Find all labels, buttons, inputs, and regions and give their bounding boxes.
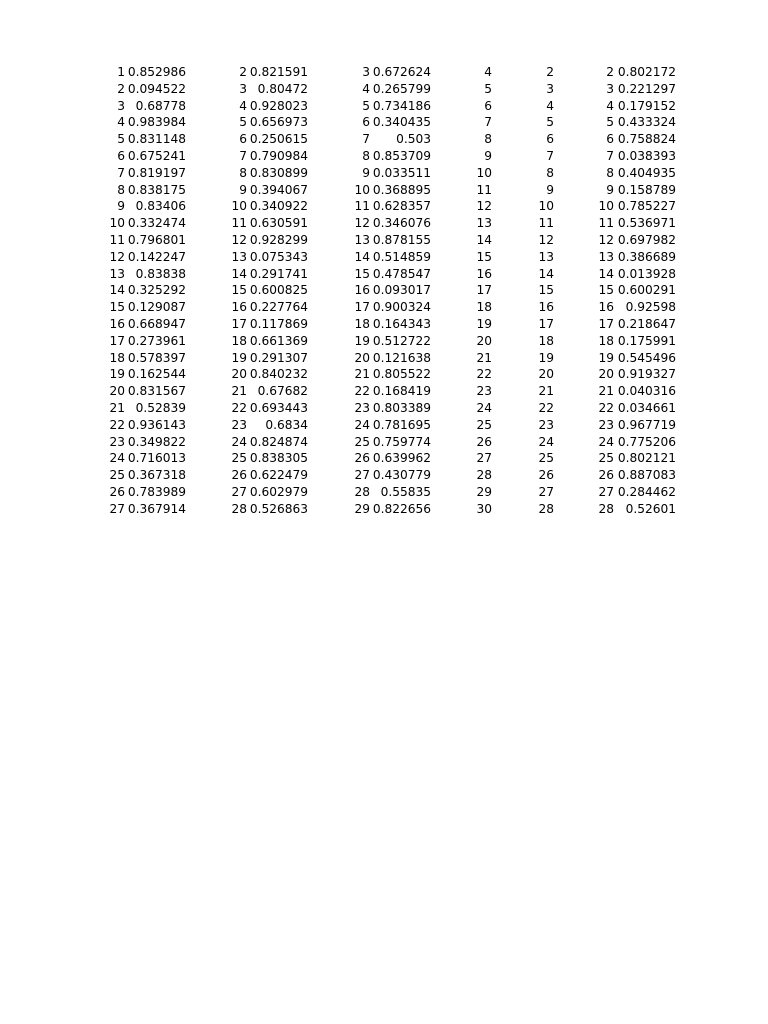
table-cell: 6 bbox=[362, 115, 370, 130]
table-cell: 0.221297 bbox=[617, 81, 676, 96]
table-cell: 10 bbox=[231, 199, 247, 214]
table-cell: 12 bbox=[476, 199, 492, 214]
table-cell: 0.179152 bbox=[617, 98, 676, 113]
table-cell: 0.514859 bbox=[372, 249, 431, 264]
table-cell: 10 bbox=[476, 165, 492, 180]
table-cell: 21 bbox=[231, 384, 247, 399]
table-cell: 0.775206 bbox=[617, 434, 676, 449]
table-cell: 0.332474 bbox=[127, 216, 186, 231]
table-cell: 29 bbox=[354, 501, 370, 516]
table-cell: 23 bbox=[231, 417, 247, 432]
table-row bbox=[0, 198, 768, 215]
table-cell: 26 bbox=[354, 451, 370, 466]
table-cell: 12 bbox=[109, 249, 125, 264]
table-cell: 0.824874 bbox=[249, 434, 308, 449]
table-cell: 19 bbox=[109, 367, 125, 382]
table-cell: 14 bbox=[354, 249, 370, 264]
table-cell: 19 bbox=[538, 350, 554, 365]
table-cell: 13 bbox=[231, 249, 247, 264]
table-cell: 4 bbox=[484, 65, 492, 79]
table-cell: 2 bbox=[606, 65, 614, 79]
table-cell: 0.967719 bbox=[617, 417, 676, 432]
table-row bbox=[0, 316, 768, 333]
table-cell: 27 bbox=[231, 484, 247, 499]
table-cell: 8 bbox=[484, 132, 492, 147]
table-cell: 25 bbox=[598, 451, 614, 466]
table-cell: 15 bbox=[109, 300, 125, 315]
table-cell: 21 bbox=[598, 384, 614, 399]
table-cell: 0.838305 bbox=[249, 451, 308, 466]
table-cell: 3 bbox=[606, 81, 614, 96]
table-cell: 6 bbox=[546, 132, 554, 147]
table-cell: 0.503 bbox=[396, 132, 431, 147]
table-cell: 0.734186 bbox=[372, 98, 431, 113]
table-row bbox=[0, 215, 768, 232]
table-cell: 25 bbox=[538, 451, 554, 466]
table-cell: 22 bbox=[598, 400, 614, 415]
table-cell: 0.600291 bbox=[617, 283, 676, 298]
table-cell: 0.783989 bbox=[127, 484, 186, 499]
table-cell: 5 bbox=[484, 81, 492, 96]
table-cell: 8 bbox=[362, 148, 370, 163]
table-cell: 0.164343 bbox=[372, 316, 431, 331]
table-cell: 0.628357 bbox=[372, 199, 431, 214]
table-cell: 0.830899 bbox=[249, 165, 308, 180]
table-row bbox=[0, 299, 768, 316]
table-cell: 0.512722 bbox=[372, 333, 431, 348]
table-cell: 18 bbox=[476, 300, 492, 315]
table-cell: 26 bbox=[109, 484, 125, 499]
table-cell: 28 bbox=[538, 501, 554, 516]
table-cell: 0.785227 bbox=[617, 199, 676, 214]
table-cell: 13 bbox=[538, 249, 554, 264]
table-cell: 16 bbox=[476, 266, 492, 281]
table-cell: 0.819197 bbox=[127, 165, 186, 180]
table-cell: 4 bbox=[117, 115, 125, 130]
table-row bbox=[0, 484, 768, 501]
table-cell: 20 bbox=[538, 367, 554, 382]
table-cell: 0.094522 bbox=[127, 81, 186, 96]
table-cell: 27 bbox=[538, 484, 554, 499]
table-cell: 20 bbox=[354, 350, 370, 365]
table-cell: 18 bbox=[538, 333, 554, 348]
table-cell: 0.121638 bbox=[372, 350, 431, 365]
table-cell: 22 bbox=[538, 400, 554, 415]
table-cell: 8 bbox=[546, 165, 554, 180]
table-cell: 24 bbox=[598, 434, 614, 449]
table-cell: 28 bbox=[476, 468, 492, 483]
table-cell: 0.853709 bbox=[372, 148, 431, 163]
table-cell: 26 bbox=[538, 468, 554, 483]
table-cell: 16 bbox=[231, 300, 247, 315]
table-cell: 9 bbox=[606, 182, 614, 197]
table-cell: 0.697982 bbox=[617, 232, 676, 247]
table-cell: 0.168419 bbox=[372, 384, 431, 399]
table-cell: 17 bbox=[231, 316, 247, 331]
table-cell: 29 bbox=[476, 484, 492, 499]
table-cell: 6 bbox=[606, 132, 614, 147]
table-cell: 0.802121 bbox=[617, 451, 676, 466]
table-cell: 22 bbox=[231, 400, 247, 415]
table-cell: 17 bbox=[598, 316, 614, 331]
table-cell: 13 bbox=[476, 216, 492, 231]
table-cell: 24 bbox=[354, 417, 370, 432]
table-cell: 16 bbox=[109, 316, 125, 331]
table-cell: 0.433324 bbox=[617, 115, 676, 130]
data-table bbox=[0, 64, 768, 518]
table-cell: 2 bbox=[546, 65, 554, 79]
table-cell: 0.040316 bbox=[617, 384, 676, 399]
table-cell: 0.92598 bbox=[625, 300, 676, 315]
table-cell: 0.602979 bbox=[249, 484, 308, 499]
table-cell: 28 bbox=[598, 501, 614, 516]
table-cell: 11 bbox=[109, 232, 125, 247]
table-row bbox=[0, 98, 768, 115]
table-cell: 6 bbox=[239, 132, 247, 147]
table-cell: 0.840232 bbox=[249, 367, 308, 382]
table-cell: 0.68778 bbox=[135, 98, 186, 113]
table-cell: 13 bbox=[109, 266, 125, 281]
table-cell: 15 bbox=[598, 283, 614, 298]
table-cell: 0.831567 bbox=[127, 384, 186, 399]
table-cell: 15 bbox=[538, 283, 554, 298]
table-row bbox=[0, 400, 768, 417]
table-cell: 3 bbox=[362, 65, 370, 79]
table-cell: 11 bbox=[476, 182, 492, 197]
table-row bbox=[0, 182, 768, 199]
table-cell: 23 bbox=[538, 417, 554, 432]
table-cell: 0.52601 bbox=[625, 501, 676, 516]
table-cell: 0.661369 bbox=[249, 333, 308, 348]
table-row bbox=[0, 266, 768, 283]
table-cell: 20 bbox=[109, 384, 125, 399]
table-cell: 0.796801 bbox=[127, 232, 186, 247]
table-cell: 0.394067 bbox=[249, 182, 308, 197]
table-cell: 0.545496 bbox=[617, 350, 676, 365]
table-cell: 25 bbox=[231, 451, 247, 466]
table-cell: 0.430779 bbox=[372, 468, 431, 483]
table-cell: 0.83838 bbox=[135, 266, 186, 281]
table-cell: 26 bbox=[476, 434, 492, 449]
table-cell: 0.838175 bbox=[127, 182, 186, 197]
table-cell: 12 bbox=[598, 232, 614, 247]
table-cell: 0.887083 bbox=[617, 468, 676, 483]
table-cell: 0.340922 bbox=[249, 199, 308, 214]
table-cell: 0.368895 bbox=[372, 182, 431, 197]
table-cell: 25 bbox=[109, 468, 125, 483]
table-cell: 5 bbox=[362, 98, 370, 113]
table-cell: 9 bbox=[484, 148, 492, 163]
table-cell: 0.158789 bbox=[617, 182, 676, 197]
table-cell: 10 bbox=[354, 182, 370, 197]
table-cell: 0.983984 bbox=[127, 115, 186, 130]
table-cell: 14 bbox=[538, 266, 554, 281]
table-row bbox=[0, 366, 768, 383]
table-cell: 0.175991 bbox=[617, 333, 676, 348]
table-cell: 0.404935 bbox=[617, 165, 676, 180]
table-cell: 15 bbox=[231, 283, 247, 298]
table-cell: 27 bbox=[354, 468, 370, 483]
table-cell: 15 bbox=[476, 249, 492, 264]
table-cell: 5 bbox=[546, 115, 554, 130]
table-cell: 4 bbox=[606, 98, 614, 113]
table-cell: 9 bbox=[546, 182, 554, 197]
table-cell: 23 bbox=[476, 384, 492, 399]
table-cell: 5 bbox=[606, 115, 614, 130]
table-cell: 21 bbox=[354, 367, 370, 382]
table-cell: 8 bbox=[239, 165, 247, 180]
table-cell: 26 bbox=[598, 468, 614, 483]
table-cell: 14 bbox=[598, 266, 614, 281]
table-cell: 20 bbox=[598, 367, 614, 382]
table-cell: 12 bbox=[354, 216, 370, 231]
table-cell: 0.936143 bbox=[127, 417, 186, 432]
table-cell: 18 bbox=[109, 350, 125, 365]
table-cell: 0.013928 bbox=[617, 266, 676, 281]
table-cell: 24 bbox=[109, 451, 125, 466]
table-cell: 5 bbox=[117, 132, 125, 147]
table-cell: 13 bbox=[598, 249, 614, 264]
table-cell: 0.693443 bbox=[249, 400, 308, 415]
table-cell: 8 bbox=[606, 165, 614, 180]
table-cell: 0.367914 bbox=[127, 501, 186, 516]
table-cell: 0.386689 bbox=[617, 249, 676, 264]
table-cell: 0.80472 bbox=[257, 81, 308, 96]
table-cell: 0.284462 bbox=[617, 484, 676, 499]
table-cell: 0.900324 bbox=[372, 300, 431, 315]
table-cell: 24 bbox=[476, 400, 492, 415]
table-cell: 0.6834 bbox=[265, 417, 308, 432]
table-cell: 17 bbox=[354, 300, 370, 315]
table-row bbox=[0, 434, 768, 451]
table-cell: 17 bbox=[109, 333, 125, 348]
table-cell: 0.630591 bbox=[249, 216, 308, 231]
table-cell: 0.075343 bbox=[249, 249, 308, 264]
table-cell: 13 bbox=[354, 232, 370, 247]
table-cell: 0.291307 bbox=[249, 350, 308, 365]
table-cell: 10 bbox=[598, 199, 614, 214]
table-row bbox=[0, 64, 768, 81]
table-cell: 7 bbox=[362, 132, 370, 147]
table-cell: 23 bbox=[109, 434, 125, 449]
table-cell: 0.033511 bbox=[372, 165, 431, 180]
table-row bbox=[0, 350, 768, 367]
table-cell: 9 bbox=[239, 182, 247, 197]
table-cell: 4 bbox=[546, 98, 554, 113]
table-cell: 0.578397 bbox=[127, 350, 186, 365]
table-cell: 14 bbox=[231, 266, 247, 281]
table-cell: 0.675241 bbox=[127, 148, 186, 163]
table-cell: 17 bbox=[476, 283, 492, 298]
table-cell: 3 bbox=[239, 81, 247, 96]
table-cell: 22 bbox=[476, 367, 492, 382]
table-cell: 16 bbox=[538, 300, 554, 315]
table-cell: 0.639962 bbox=[372, 451, 431, 466]
table-cell: 6 bbox=[484, 98, 492, 113]
table-cell: 0.622479 bbox=[249, 468, 308, 483]
table-cell: 4 bbox=[362, 81, 370, 96]
table-cell: 22 bbox=[109, 417, 125, 432]
table-cell: 0.822656 bbox=[372, 501, 431, 516]
table-cell: 21 bbox=[476, 350, 492, 365]
table-cell: 0.55835 bbox=[380, 484, 431, 499]
table-cell: 0.831148 bbox=[127, 132, 186, 147]
table-cell: 0.52839 bbox=[135, 400, 186, 415]
table-row bbox=[0, 131, 768, 148]
table-cell: 0.478547 bbox=[372, 266, 431, 281]
table-row bbox=[0, 81, 768, 98]
table-cell: 6 bbox=[117, 148, 125, 163]
table-cell: 0.67682 bbox=[257, 384, 308, 399]
table-cell: 12 bbox=[538, 232, 554, 247]
table-cell: 7 bbox=[117, 165, 125, 180]
table-cell: 9 bbox=[117, 199, 125, 214]
table-cell: 0.325292 bbox=[127, 283, 186, 298]
table-cell: 5 bbox=[239, 115, 247, 130]
table-cell: 2 bbox=[239, 65, 247, 79]
table-cell: 0.142247 bbox=[127, 249, 186, 264]
table-cell: 16 bbox=[354, 283, 370, 298]
table-cell: 27 bbox=[476, 451, 492, 466]
table-cell: 0.759774 bbox=[372, 434, 431, 449]
table-cell: 10 bbox=[538, 199, 554, 214]
table-row bbox=[0, 501, 768, 518]
table-row bbox=[0, 249, 768, 266]
table-row bbox=[0, 383, 768, 400]
table-row bbox=[0, 232, 768, 249]
table-cell: 21 bbox=[109, 400, 125, 415]
table-cell: 8 bbox=[117, 182, 125, 197]
table-cell: 0.250615 bbox=[249, 132, 308, 147]
table-cell: 24 bbox=[231, 434, 247, 449]
table-cell: 0.716013 bbox=[127, 451, 186, 466]
table-cell: 0.346076 bbox=[372, 216, 431, 231]
table-row bbox=[0, 114, 768, 131]
table-cell: 20 bbox=[476, 333, 492, 348]
table-cell: 25 bbox=[476, 417, 492, 432]
table-cell: 2 bbox=[117, 81, 125, 96]
table-cell: 0.803389 bbox=[372, 400, 431, 415]
table-cell: 12 bbox=[231, 232, 247, 247]
table-row bbox=[0, 333, 768, 350]
table-cell: 23 bbox=[598, 417, 614, 432]
table-cell: 0.367318 bbox=[127, 468, 186, 483]
table-cell: 0.668947 bbox=[127, 316, 186, 331]
table-cell: 0.928299 bbox=[249, 232, 308, 247]
table-cell: 0.526863 bbox=[249, 501, 308, 516]
table-cell: 11 bbox=[598, 216, 614, 231]
table-cell: 3 bbox=[546, 81, 554, 96]
table-cell: 1 bbox=[117, 65, 125, 79]
table-cell: 0.536971 bbox=[617, 216, 676, 231]
table-cell: 17 bbox=[538, 316, 554, 331]
table-cell: 19 bbox=[476, 316, 492, 331]
table-cell: 0.672624 bbox=[372, 65, 431, 79]
table-cell: 0.034661 bbox=[617, 400, 676, 415]
table-cell: 4 bbox=[239, 98, 247, 113]
table-cell: 30 bbox=[476, 501, 492, 516]
table-cell: 28 bbox=[231, 501, 247, 516]
table-cell: 0.878155 bbox=[372, 232, 431, 247]
table-cell: 22 bbox=[354, 384, 370, 399]
table-cell: 18 bbox=[598, 333, 614, 348]
table-row bbox=[0, 467, 768, 484]
table-cell: 0.340435 bbox=[372, 115, 431, 130]
table-cell: 7 bbox=[239, 148, 247, 163]
table-row bbox=[0, 450, 768, 467]
table-cell: 0.758824 bbox=[617, 132, 676, 147]
table-cell: 19 bbox=[231, 350, 247, 365]
table-cell: 3 bbox=[117, 98, 125, 113]
table-cell: 0.265799 bbox=[372, 81, 431, 96]
table-cell: 0.919327 bbox=[617, 367, 676, 382]
table-cell: 0.821591 bbox=[249, 65, 308, 79]
table-cell: 0.852986 bbox=[127, 65, 186, 79]
table-row bbox=[0, 282, 768, 299]
table-cell: 19 bbox=[598, 350, 614, 365]
table-cell: 9 bbox=[362, 165, 370, 180]
table-cell: 20 bbox=[231, 367, 247, 382]
table-cell: 23 bbox=[354, 400, 370, 415]
table-cell: 0.349822 bbox=[127, 434, 186, 449]
table-cell: 11 bbox=[231, 216, 247, 231]
table-cell: 7 bbox=[606, 148, 614, 163]
table-cell: 19 bbox=[354, 333, 370, 348]
table-cell: 0.781695 bbox=[372, 417, 431, 432]
table-cell: 0.83406 bbox=[135, 199, 186, 214]
table-cell: 0.805522 bbox=[372, 367, 431, 382]
table-cell: 21 bbox=[538, 384, 554, 399]
table-cell: 0.162544 bbox=[127, 367, 186, 382]
table-cell: 0.656973 bbox=[249, 115, 308, 130]
table-cell: 0.227764 bbox=[249, 300, 308, 315]
table-cell: 25 bbox=[354, 434, 370, 449]
table-row bbox=[0, 417, 768, 434]
table-row bbox=[0, 148, 768, 165]
table-cell: 14 bbox=[109, 283, 125, 298]
table-cell: 0.291741 bbox=[249, 266, 308, 281]
table-cell: 11 bbox=[538, 216, 554, 231]
table-cell: 0.129087 bbox=[127, 300, 186, 315]
table-cell: 0.117869 bbox=[249, 316, 308, 331]
table-cell: 0.093017 bbox=[372, 283, 431, 298]
table-cell: 0.273961 bbox=[127, 333, 186, 348]
table-cell: 27 bbox=[109, 501, 125, 516]
table-cell: 24 bbox=[538, 434, 554, 449]
table-cell: 11 bbox=[354, 199, 370, 214]
table-row bbox=[0, 165, 768, 182]
table-cell: 10 bbox=[109, 216, 125, 231]
table-cell: 0.038393 bbox=[617, 148, 676, 163]
table-cell: 0.790984 bbox=[249, 148, 308, 163]
table-cell: 14 bbox=[476, 232, 492, 247]
table-cell: 0.802172 bbox=[617, 65, 676, 79]
table-cell: 0.600825 bbox=[249, 283, 308, 298]
table-cell: 0.218647 bbox=[617, 316, 676, 331]
table-cell: 18 bbox=[354, 316, 370, 331]
table-cell: 28 bbox=[354, 484, 370, 499]
table-cell: 7 bbox=[484, 115, 492, 130]
table-cell: 27 bbox=[598, 484, 614, 499]
table-cell: 26 bbox=[231, 468, 247, 483]
table-cell: 18 bbox=[231, 333, 247, 348]
table-cell: 16 bbox=[598, 300, 614, 315]
table-cell: 7 bbox=[546, 148, 554, 163]
table-cell: 0.928023 bbox=[249, 98, 308, 113]
table-cell: 15 bbox=[354, 266, 370, 281]
